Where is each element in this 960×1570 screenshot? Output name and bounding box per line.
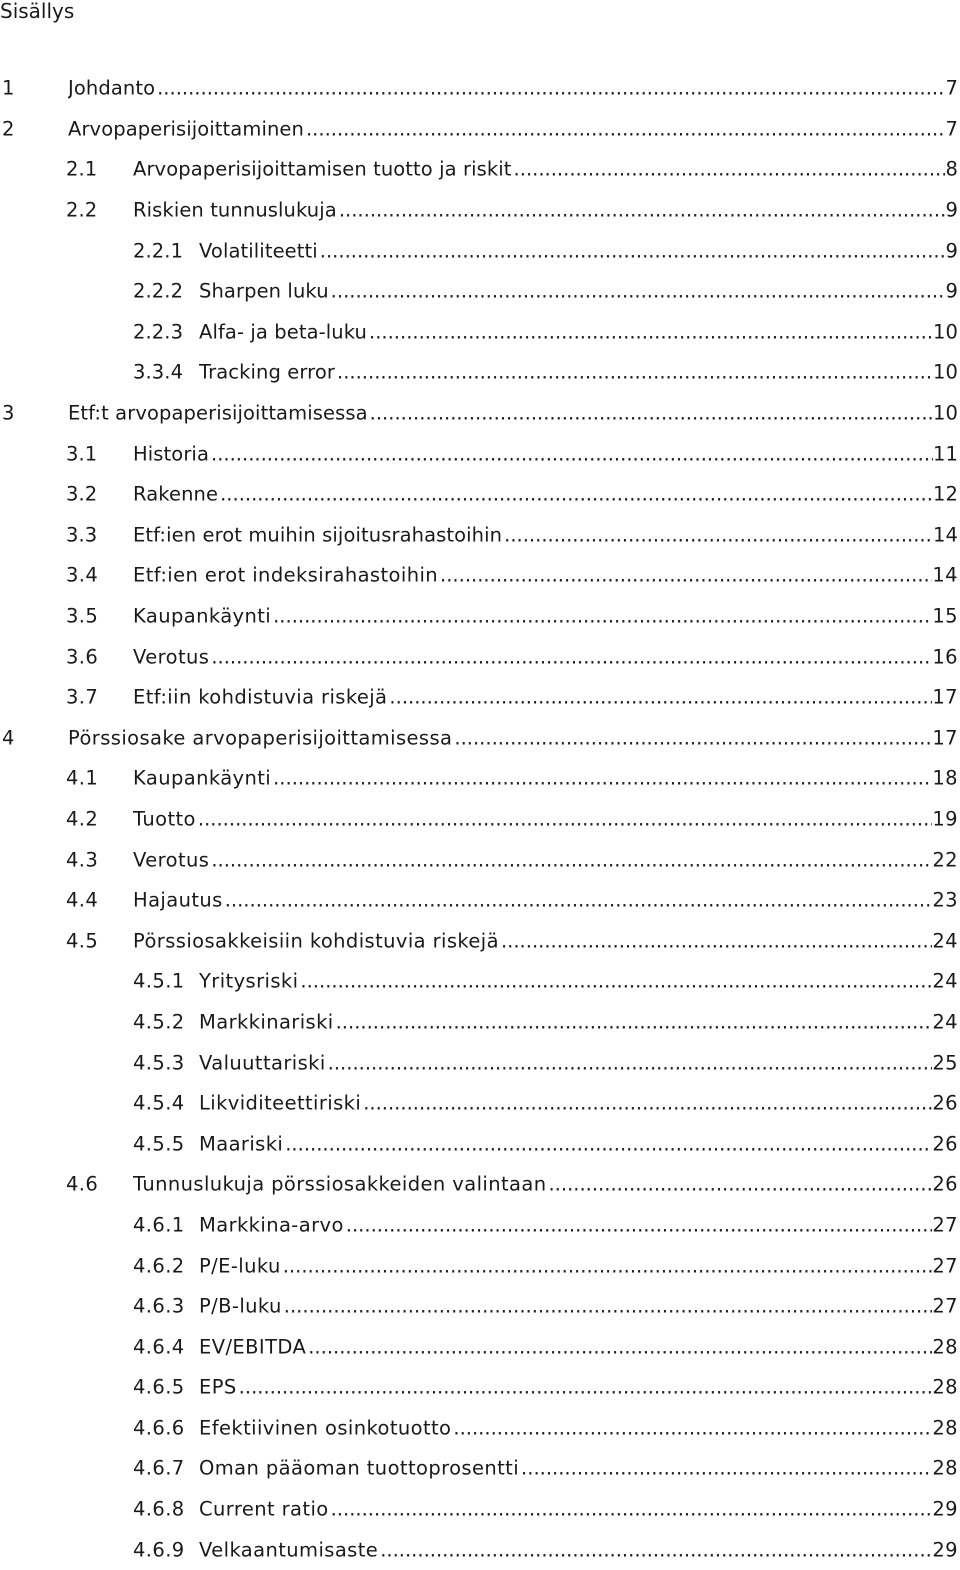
- toc-entry[interactable]: [0, 352, 960, 393]
- toc-entry-number: 3.5: [66, 604, 99, 628]
- toc-entry-number: 4.6: [66, 1172, 99, 1196]
- toc-entry-title: EPS: [199, 1375, 237, 1399]
- toc-entry-page-number: 28: [932, 1335, 958, 1359]
- toc-entry[interactable]: [0, 1367, 960, 1408]
- toc-entry-title: Riskien tunnuslukuja: [133, 198, 337, 222]
- toc-entry-number: 3.4: [66, 563, 99, 587]
- toc-entry[interactable]: [0, 596, 960, 637]
- toc-dot-leader: [452, 726, 932, 749]
- toc-entry[interactable]: [0, 149, 960, 190]
- toc-entry-page-number: 28: [932, 1456, 958, 1480]
- toc-entry-number: 4.5.4: [133, 1091, 185, 1115]
- toc-dot-leader: [519, 1457, 932, 1480]
- toc-dot-leader: [512, 158, 946, 181]
- toc-entry-page-number: 8: [945, 157, 958, 181]
- toc-dot-leader: [218, 483, 933, 506]
- toc-entry-title: Etf:ien erot muihin sijoitusrahastoihin: [133, 523, 503, 547]
- toc-entry-title: Tunnuslukuja pörssiosakkeiden valintaan: [133, 1172, 547, 1196]
- toc-entry-page-number: 24: [932, 1010, 958, 1034]
- toc-entry-page-number: 9: [945, 279, 958, 303]
- toc-entry-title: Arvopaperisijoittaminen: [68, 117, 304, 141]
- toc-entry-number: 4.6.5: [133, 1375, 185, 1399]
- toc-entry-title: P/E-luku: [199, 1254, 281, 1278]
- toc-entry-page-number: 12: [932, 482, 958, 506]
- toc-entry-page-number: 25: [932, 1051, 958, 1075]
- toc-entry-number: 4.5.3: [133, 1051, 185, 1075]
- toc-entry-page-number: 27: [932, 1294, 958, 1318]
- toc-entry-title: P/B-luku: [199, 1294, 282, 1318]
- toc-entry[interactable]: [0, 1205, 960, 1246]
- toc-entry[interactable]: [0, 190, 960, 231]
- toc-dot-leader: [368, 402, 933, 425]
- toc-entry[interactable]: [0, 636, 960, 677]
- toc-entry-page-number: 17: [932, 726, 958, 750]
- toc-entry-number: 4.6.1: [133, 1213, 185, 1237]
- toc-entry-title: Etf:iin kohdistuvia riskejä: [133, 685, 388, 709]
- toc-dot-leader: [367, 320, 933, 343]
- toc-dot-leader: [209, 645, 932, 668]
- toc-dot-leader: [209, 442, 933, 465]
- toc-entry-title: Tracking error: [199, 360, 335, 384]
- toc-dot-leader: [318, 239, 946, 262]
- toc-entry[interactable]: [0, 1042, 960, 1083]
- toc-entry-title: Kaupankäynti: [133, 604, 272, 628]
- toc-entry-title: Valuuttariski: [199, 1051, 326, 1075]
- toc-entry[interactable]: [0, 1286, 960, 1327]
- toc-dot-leader: [304, 117, 946, 140]
- toc-entry-title: Likviditeettiriski: [199, 1091, 362, 1115]
- toc-entry-number: 4: [2, 726, 15, 750]
- toc-entry-title: Johdanto: [68, 76, 156, 100]
- toc-entry-title: Sharpen luku: [199, 279, 329, 303]
- toc-dot-leader: [337, 199, 946, 222]
- toc-entry-page-number: 7: [945, 76, 958, 100]
- toc-entry-title: Historia: [133, 442, 210, 466]
- page-title: Sisällys: [0, 0, 75, 23]
- toc-entry-title: Verotus: [133, 848, 210, 872]
- toc-entry-number: 3: [2, 401, 15, 425]
- toc-entry[interactable]: [0, 718, 960, 759]
- toc-entry-number: 3.6: [66, 645, 99, 669]
- toc-entry-number: 4.2: [66, 807, 99, 831]
- toc-entry-number: 2.2.2: [133, 279, 184, 303]
- toc-entry-page-number: 28: [932, 1375, 958, 1399]
- toc-entry[interactable]: [0, 1083, 960, 1124]
- toc-entry[interactable]: [0, 758, 960, 799]
- toc-dot-leader: [282, 1295, 933, 1318]
- toc-dot-leader: [499, 929, 932, 952]
- toc-entry[interactable]: [0, 1448, 960, 1489]
- toc-entry-number: 2: [2, 117, 15, 141]
- toc-entry-number: 2.2.3: [133, 320, 184, 344]
- toc-entry[interactable]: [0, 312, 960, 353]
- toc-entry-page-number: 24: [932, 929, 958, 953]
- toc-dot-leader: [155, 77, 945, 100]
- toc-entry-title: Hajautus: [133, 888, 223, 912]
- toc-entry-number: 4.5.1: [133, 969, 185, 993]
- toc-entry-page-number: 18: [932, 766, 958, 790]
- toc-entry-number: 2.1: [66, 157, 98, 181]
- toc-dot-leader: [387, 686, 932, 709]
- toc-entry[interactable]: [0, 1529, 960, 1570]
- toc-entry-page-number: 16: [932, 645, 958, 669]
- toc-dot-leader: [223, 889, 933, 912]
- toc-entry-number: 2.2.1: [133, 239, 184, 263]
- toc-dot-leader: [344, 1213, 933, 1236]
- toc-entry[interactable]: [0, 1245, 960, 1286]
- toc-entry-number: 4.1: [66, 766, 99, 790]
- toc-entry-title: Etf:ien erot indeksirahastoihin: [133, 563, 439, 587]
- toc-entry-number: 2.2: [66, 198, 98, 222]
- toc-dot-leader: [329, 1498, 933, 1521]
- toc-entry-title: Tuotto: [133, 807, 196, 831]
- toc-entry-number: 4.6.2: [133, 1254, 185, 1278]
- toc-dot-leader: [438, 564, 932, 587]
- toc-entry-page-number: 28: [932, 1416, 958, 1440]
- toc-entry-title: Markkinariski: [199, 1010, 334, 1034]
- toc-entry-number: 3.1: [66, 442, 98, 466]
- toc-dot-leader: [334, 1010, 933, 1033]
- toc-dot-leader: [271, 605, 932, 628]
- toc-entry[interactable]: [0, 68, 960, 109]
- toc-entry-page-number: 22: [932, 848, 958, 872]
- toc-dot-leader: [326, 1051, 933, 1074]
- toc-dot-leader: [329, 280, 946, 303]
- toc-dot-leader: [209, 848, 932, 871]
- toc-dot-leader: [271, 767, 932, 790]
- toc-dot-leader: [546, 1173, 932, 1196]
- toc-entry-page-number: 24: [932, 969, 958, 993]
- toc-entry[interactable]: [0, 393, 960, 434]
- toc-entry-number: 3.2: [66, 482, 98, 506]
- toc-entry-title: Velkaantumisaste: [199, 1538, 379, 1562]
- toc-entry-title: Maariski: [199, 1132, 284, 1156]
- toc-entry-title: Markkina-arvo: [199, 1213, 344, 1237]
- toc-entry[interactable]: [0, 1326, 960, 1367]
- toc-entry[interactable]: [0, 515, 960, 556]
- toc-entry-page-number: 10: [932, 320, 958, 344]
- toc-entry-title: Current ratio: [199, 1497, 329, 1521]
- toc-entry-title: Etf:t arvopaperisijoittamisessa: [68, 401, 368, 425]
- toc-entry[interactable]: [0, 271, 960, 312]
- toc-entry-title: Verotus: [133, 645, 210, 669]
- toc-entry-page-number: 17: [932, 685, 958, 709]
- toc-entry[interactable]: [0, 799, 960, 840]
- toc-dot-leader: [237, 1376, 933, 1399]
- toc-entry-page-number: 23: [932, 888, 958, 912]
- toc-dot-leader: [451, 1416, 932, 1439]
- toc-entry-number: 4.6.9: [133, 1538, 185, 1562]
- toc-dot-leader: [283, 1132, 932, 1155]
- toc-entry-page-number: 9: [945, 198, 958, 222]
- toc-entry[interactable]: [0, 839, 960, 880]
- toc-dot-leader: [196, 807, 933, 830]
- toc-entry-number: 4.6.7: [133, 1456, 185, 1480]
- toc-entry-page-number: 26: [932, 1172, 958, 1196]
- toc-dot-leader: [306, 1335, 932, 1358]
- toc-entry-page-number: 14: [932, 523, 958, 547]
- toc-entry-page-number: 27: [932, 1213, 958, 1237]
- toc-entry-title: Oman pääoman tuottoprosentti: [199, 1456, 520, 1480]
- toc-entry-page-number: 7: [945, 117, 958, 141]
- toc-entry-title: Volatiliteetti: [199, 239, 318, 263]
- toc-entry[interactable]: [0, 961, 960, 1002]
- toc-entry-page-number: 29: [932, 1538, 958, 1562]
- toc-entry[interactable]: [0, 474, 960, 515]
- toc-entry-page-number: 10: [932, 401, 958, 425]
- toc-entry-page-number: 9: [945, 239, 958, 263]
- toc-entry-page-number: 19: [932, 807, 958, 831]
- toc-entry-page-number: 10: [932, 360, 958, 384]
- toc-dot-leader: [361, 1092, 932, 1115]
- toc-entry[interactable]: [0, 555, 960, 596]
- toc-entry[interactable]: [0, 880, 960, 921]
- toc-entry-number: 3.3: [66, 523, 98, 547]
- toc-entry-number: 4.4: [66, 888, 99, 912]
- toc-entry-title: Efektiivinen osinkotuotto: [199, 1416, 452, 1440]
- toc-entry[interactable]: [0, 677, 960, 718]
- toc-entry[interactable]: [0, 1002, 960, 1043]
- toc-entry[interactable]: [0, 1408, 960, 1449]
- toc-entry-number: 4.5.2: [133, 1010, 185, 1034]
- toc-entry-number: 4.6.6: [133, 1416, 185, 1440]
- toc-entry-page-number: 29: [932, 1497, 958, 1521]
- toc-entry[interactable]: [0, 1164, 960, 1205]
- toc-entry[interactable]: [0, 920, 960, 961]
- toc-entry-page-number: 14: [932, 563, 958, 587]
- toc-entry-title: Alfa- ja beta-luku: [199, 320, 368, 344]
- toc-dot-leader: [298, 970, 932, 993]
- toc-entry-number: 4.6.4: [133, 1335, 185, 1359]
- toc-dot-leader: [281, 1254, 933, 1277]
- toc-entry-number: 4.6.8: [133, 1497, 185, 1521]
- toc-entry-number: 4.6.3: [133, 1294, 185, 1318]
- toc-dot-leader: [335, 361, 933, 384]
- toc-entry[interactable]: [0, 230, 960, 271]
- toc-entry-title: Yritysriski: [199, 969, 299, 993]
- toc-entry-number: 3.3.4: [133, 360, 184, 384]
- toc-entry[interactable]: [0, 1489, 960, 1530]
- toc-entry-page-number: 27: [932, 1254, 958, 1278]
- toc-entry[interactable]: [0, 109, 960, 150]
- toc-dot-leader: [502, 523, 933, 546]
- table-of-contents: [0, 68, 960, 1570]
- toc-entry-title: Arvopaperisijoittamisen tuotto ja riskit: [133, 157, 512, 181]
- toc-entry-page-number: 26: [932, 1091, 958, 1115]
- toc-entry-page-number: 15: [932, 604, 958, 628]
- toc-entry-title: Rakenne: [133, 482, 219, 506]
- toc-entry-title: Pörssiosakkeisiin kohdistuvia riskejä: [133, 929, 499, 953]
- toc-entry[interactable]: [0, 433, 960, 474]
- toc-entry-number: 4.5: [66, 929, 99, 953]
- toc-entry-number: 3.7: [66, 685, 99, 709]
- toc-entry-title: Kaupankäynti: [133, 766, 272, 790]
- toc-entry-page-number: 26: [932, 1132, 958, 1156]
- toc-entry-page-number: 11: [932, 442, 958, 466]
- toc-entry-title: Pörssiosake arvopaperisijoittamisessa: [68, 726, 453, 750]
- toc-entry-number: 4.3: [66, 848, 99, 872]
- toc-entry-number: 1: [2, 76, 15, 100]
- toc-entry-title: EV/EBITDA: [199, 1335, 307, 1359]
- toc-entry-number: 4.5.5: [133, 1132, 185, 1156]
- toc-entry[interactable]: [0, 1123, 960, 1164]
